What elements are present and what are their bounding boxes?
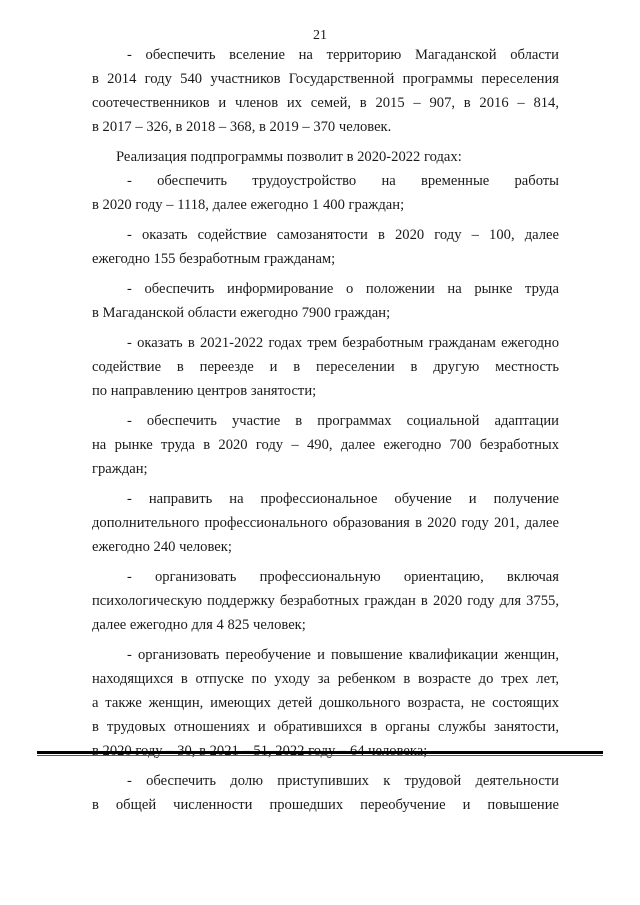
text-line: ежегодно 155 безработным гражданам; xyxy=(92,251,336,267)
text-line: - оказать в 2021-2022 годах трем безработным гражданам ежегодно xyxy=(127,335,559,351)
text-line: - обеспечить участие в программах социальной адаптации xyxy=(127,413,559,429)
text-line: - обеспечить вселение на территорию Магаданской области xyxy=(127,47,559,63)
text-line: ежегодно 240 человек; xyxy=(92,539,232,555)
text-line: на рынке труда в 2020 году – 490, далее ежегодно 700 безработных xyxy=(92,437,559,453)
text-line: - организовать переобучение и повышение квалификации женщин, xyxy=(127,647,559,663)
text-line: в Магаданской области ежегодно 7900 граждан; xyxy=(92,305,391,321)
paragraph-intro xyxy=(92,145,559,169)
text-line: - направить на профессиональное обучение и получение xyxy=(127,491,559,507)
text-line: дополнительного профессионального образования в 2020 году 201, далее xyxy=(92,515,559,531)
text-line: в 2020 году – 1118, далее ежегодно 1 400 граждан; xyxy=(92,197,405,213)
text-line: - обеспечить долю приступивших к трудовой деятельности xyxy=(127,773,559,789)
paragraph-self-employment xyxy=(92,223,559,271)
text-line: в общей численности прошедших переобучение и повышение xyxy=(92,797,559,813)
text-line: - обеспечить трудоустройство на временные работы xyxy=(127,173,559,189)
paragraph-employment-share xyxy=(92,769,559,817)
text-line: находящихся в отпуске по уходу за ребенком в возрасте до трех лет, xyxy=(92,671,559,687)
text-line: в трудовых отношениях и обратившихся в органы службы занятости, xyxy=(92,719,559,735)
text-line: граждан; xyxy=(92,461,148,477)
text-line: Реализация подпрограммы позволит в 2020-2022 годах: xyxy=(116,149,462,165)
paragraph-relocation xyxy=(92,331,559,403)
text-line: в 2017 – 326, в 2018 – 368, в 2019 – 370 человек. xyxy=(92,119,392,135)
text-line: - обеспечить информирование о положении на рынке труда xyxy=(127,281,559,297)
paragraph-labor-market-info xyxy=(92,277,559,325)
text-line: психологическую поддержку безработных граждан в 2020 году для 3755, xyxy=(92,593,559,609)
text-line: по направлению центров занятости; xyxy=(92,383,317,399)
paragraph-professional-training xyxy=(92,487,559,559)
page-bottom-rule xyxy=(37,751,603,754)
text-line: а также женщин, имеющих детей дошкольного возраста, не состоящих xyxy=(92,695,559,711)
paragraph-career-guidance xyxy=(92,565,559,637)
paragraph-social-adaptation xyxy=(92,409,559,481)
paragraph-temporary-jobs xyxy=(92,169,559,217)
paragraph-women-retraining xyxy=(92,643,559,763)
text-line: - оказать содействие самозанятости в 2020 году – 100, далее xyxy=(127,227,559,243)
text-line: - организовать профессиональную ориентацию, включая xyxy=(127,569,559,585)
text-line: в 2014 году 540 участников Государственной программы переселения xyxy=(92,71,559,87)
document-body xyxy=(92,43,559,817)
text-line: далее ежегодно для 4 825 человек; xyxy=(92,617,306,633)
page-number: 21 xyxy=(313,28,327,43)
text-line: соотечественников и членов их семей, в 2015 – 907, в 2016 – 814, xyxy=(92,95,559,111)
paragraph-resettlement xyxy=(92,43,559,139)
text-line: содействие в переезде и в переселении в другую местность xyxy=(92,359,559,375)
